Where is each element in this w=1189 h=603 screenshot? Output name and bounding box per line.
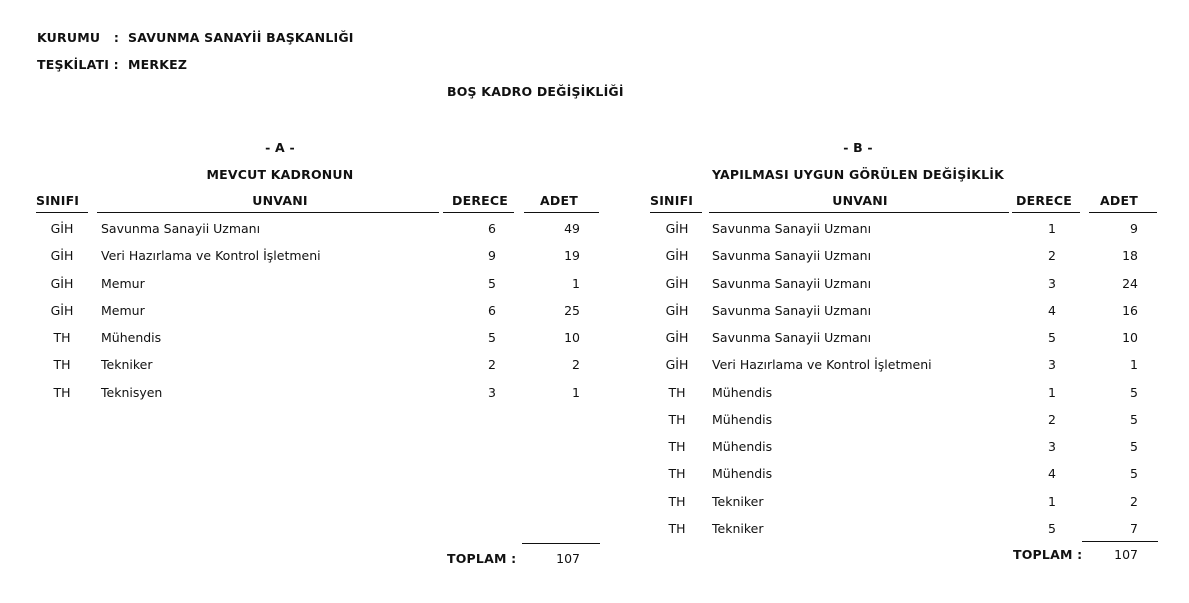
- right-row-7-adet: 5: [1130, 385, 1138, 400]
- right-subtitle: YAPILMASI UYGUN GÖRÜLEN DEĞİŞİKLİK: [711, 167, 1005, 182]
- right-row-6-unvani: Veri Hazırlama ve Kontrol İşletmeni: [712, 357, 932, 372]
- right-header-rule-unvani: [709, 212, 1009, 213]
- right-row-4-derece: 4: [1048, 303, 1056, 318]
- kurumu-label: KURUMU :: [37, 30, 120, 45]
- right-row-7-sinifi: TH: [668, 385, 686, 400]
- right-row-5-unvani: Savunma Sanayii Uzmanı: [712, 330, 872, 345]
- right-row-4-unvani: Savunma Sanayii Uzmanı: [712, 303, 872, 318]
- right-total-rule: [1082, 541, 1158, 542]
- right-row-6-adet: 1: [1130, 357, 1138, 372]
- right-row-1-adet: 9: [1130, 221, 1138, 236]
- right-col-sinifi: SINIFI: [650, 193, 694, 208]
- right-row-11-unvani: Tekniker: [712, 494, 764, 509]
- left-row-4-derece: 6: [488, 303, 496, 318]
- right-row-12-unvani: Tekniker: [712, 521, 764, 536]
- right-col-derece: DERECE: [1016, 193, 1072, 208]
- right-total-label: TOPLAM :: [1013, 547, 1083, 562]
- left-row-7-derece: 3: [488, 385, 496, 400]
- right-row-8-unvani: Mühendis: [712, 412, 773, 427]
- right-row-7-unvani: Mühendis: [712, 385, 773, 400]
- right-row-2-derece: 2: [1048, 248, 1056, 263]
- teskilati-label: TEŞKİLATI :: [37, 57, 119, 72]
- right-row-10-sinifi: TH: [668, 466, 686, 481]
- right-row-11-adet: 2: [1130, 494, 1138, 509]
- left-header-rule-derece: [443, 212, 514, 213]
- left-row-5-sinifi: TH: [53, 330, 71, 345]
- right-row-3-sinifi: GİH: [665, 276, 689, 291]
- right-row-10-derece: 4: [1048, 466, 1056, 481]
- right-col-adet: ADET: [1100, 193, 1138, 208]
- left-row-3-sinifi: GİH: [50, 276, 74, 291]
- right-row-12-sinifi: TH: [668, 521, 686, 536]
- left-row-5-adet: 10: [564, 330, 580, 345]
- teskilati-value: MERKEZ: [128, 57, 188, 72]
- left-row-7-unvani: Teknisyen: [101, 385, 163, 400]
- right-row-5-derece: 5: [1048, 330, 1056, 345]
- left-row-5-unvani: Mühendis: [101, 330, 162, 345]
- right-header-rule-derece: [1012, 212, 1080, 213]
- left-subtitle: MEVCUT KADRONUN: [206, 167, 354, 182]
- left-row-1-unvani: Savunma Sanayii Uzmanı: [101, 221, 261, 236]
- right-row-5-sinifi: GİH: [665, 330, 689, 345]
- left-col-adet: ADET: [540, 193, 578, 208]
- left-col-unvani: UNVANI: [252, 193, 308, 208]
- left-row-5-derece: 5: [488, 330, 496, 345]
- right-row-12-derece: 5: [1048, 521, 1056, 536]
- left-row-7-adet: 1: [572, 385, 580, 400]
- left-header-rule-sinifi: [36, 212, 88, 213]
- right-row-3-derece: 3: [1048, 276, 1056, 291]
- left-total-label: TOPLAM :: [447, 551, 517, 566]
- left-total-rule: [522, 543, 600, 544]
- left-row-2-derece: 9: [488, 248, 496, 263]
- right-row-8-adet: 5: [1130, 412, 1138, 427]
- left-row-3-derece: 5: [488, 276, 496, 291]
- page-title: BOŞ KADRO DEĞİŞİKLİĞİ: [447, 84, 624, 99]
- right-row-5-adet: 10: [1122, 330, 1138, 345]
- right-row-6-derece: 3: [1048, 357, 1056, 372]
- right-row-9-derece: 3: [1048, 439, 1056, 454]
- right-header-rule-sinifi: [650, 212, 702, 213]
- right-row-12-adet: 7: [1130, 521, 1138, 536]
- left-header-rule-unvani: [97, 212, 439, 213]
- right-row-7-derece: 1: [1048, 385, 1056, 400]
- left-row-6-derece: 2: [488, 357, 496, 372]
- left-col-sinifi: SINIFI: [36, 193, 80, 208]
- left-row-1-sinifi: GİH: [50, 221, 74, 236]
- right-row-11-sinifi: TH: [668, 494, 686, 509]
- left-row-1-adet: 49: [564, 221, 580, 236]
- right-row-9-unvani: Mühendis: [712, 439, 773, 454]
- kurumu-value: SAVUNMA SANAYİİ BAŞKANLIĞI: [128, 30, 354, 45]
- left-section-label: - A -: [265, 140, 295, 155]
- left-row-1-derece: 6: [488, 221, 496, 236]
- right-header-rule-adet: [1089, 212, 1157, 213]
- left-row-3-unvani: Memur: [101, 276, 145, 291]
- right-row-4-sinifi: GİH: [665, 303, 689, 318]
- right-row-1-sinifi: GİH: [665, 221, 689, 236]
- left-row-2-adet: 19: [564, 248, 580, 263]
- right-row-8-derece: 2: [1048, 412, 1056, 427]
- right-total-value: 107: [1114, 547, 1138, 562]
- right-col-unvani: UNVANI: [832, 193, 888, 208]
- right-row-8-sinifi: TH: [668, 412, 686, 427]
- right-row-4-adet: 16: [1122, 303, 1138, 318]
- left-total-value: 107: [556, 551, 580, 566]
- right-row-9-sinifi: TH: [668, 439, 686, 454]
- right-row-10-unvani: Mühendis: [712, 466, 773, 481]
- right-row-2-unvani: Savunma Sanayii Uzmanı: [712, 248, 872, 263]
- left-row-3-adet: 1: [572, 276, 580, 291]
- left-row-6-sinifi: TH: [53, 357, 71, 372]
- right-row-3-unvani: Savunma Sanayii Uzmanı: [712, 276, 872, 291]
- left-row-4-unvani: Memur: [101, 303, 145, 318]
- left-row-4-adet: 25: [564, 303, 580, 318]
- left-row-6-adet: 2: [572, 357, 580, 372]
- right-row-1-unvani: Savunma Sanayii Uzmanı: [712, 221, 872, 236]
- left-row-7-sinifi: TH: [53, 385, 71, 400]
- right-row-10-adet: 5: [1130, 466, 1138, 481]
- left-row-6-unvani: Tekniker: [101, 357, 153, 372]
- left-row-4-sinifi: GİH: [50, 303, 74, 318]
- left-row-2-sinifi: GİH: [50, 248, 74, 263]
- right-row-2-sinifi: GİH: [665, 248, 689, 263]
- left-row-2-unvani: Veri Hazırlama ve Kontrol İşletmeni: [101, 248, 321, 263]
- right-row-1-derece: 1: [1048, 221, 1056, 236]
- left-header-rule-adet: [524, 212, 599, 213]
- right-row-6-sinifi: GİH: [665, 357, 689, 372]
- right-section-label: - B -: [843, 140, 873, 155]
- left-col-derece: DERECE: [452, 193, 508, 208]
- right-row-2-adet: 18: [1122, 248, 1138, 263]
- right-row-9-adet: 5: [1130, 439, 1138, 454]
- right-row-11-derece: 1: [1048, 494, 1056, 509]
- right-row-3-adet: 24: [1122, 276, 1138, 291]
